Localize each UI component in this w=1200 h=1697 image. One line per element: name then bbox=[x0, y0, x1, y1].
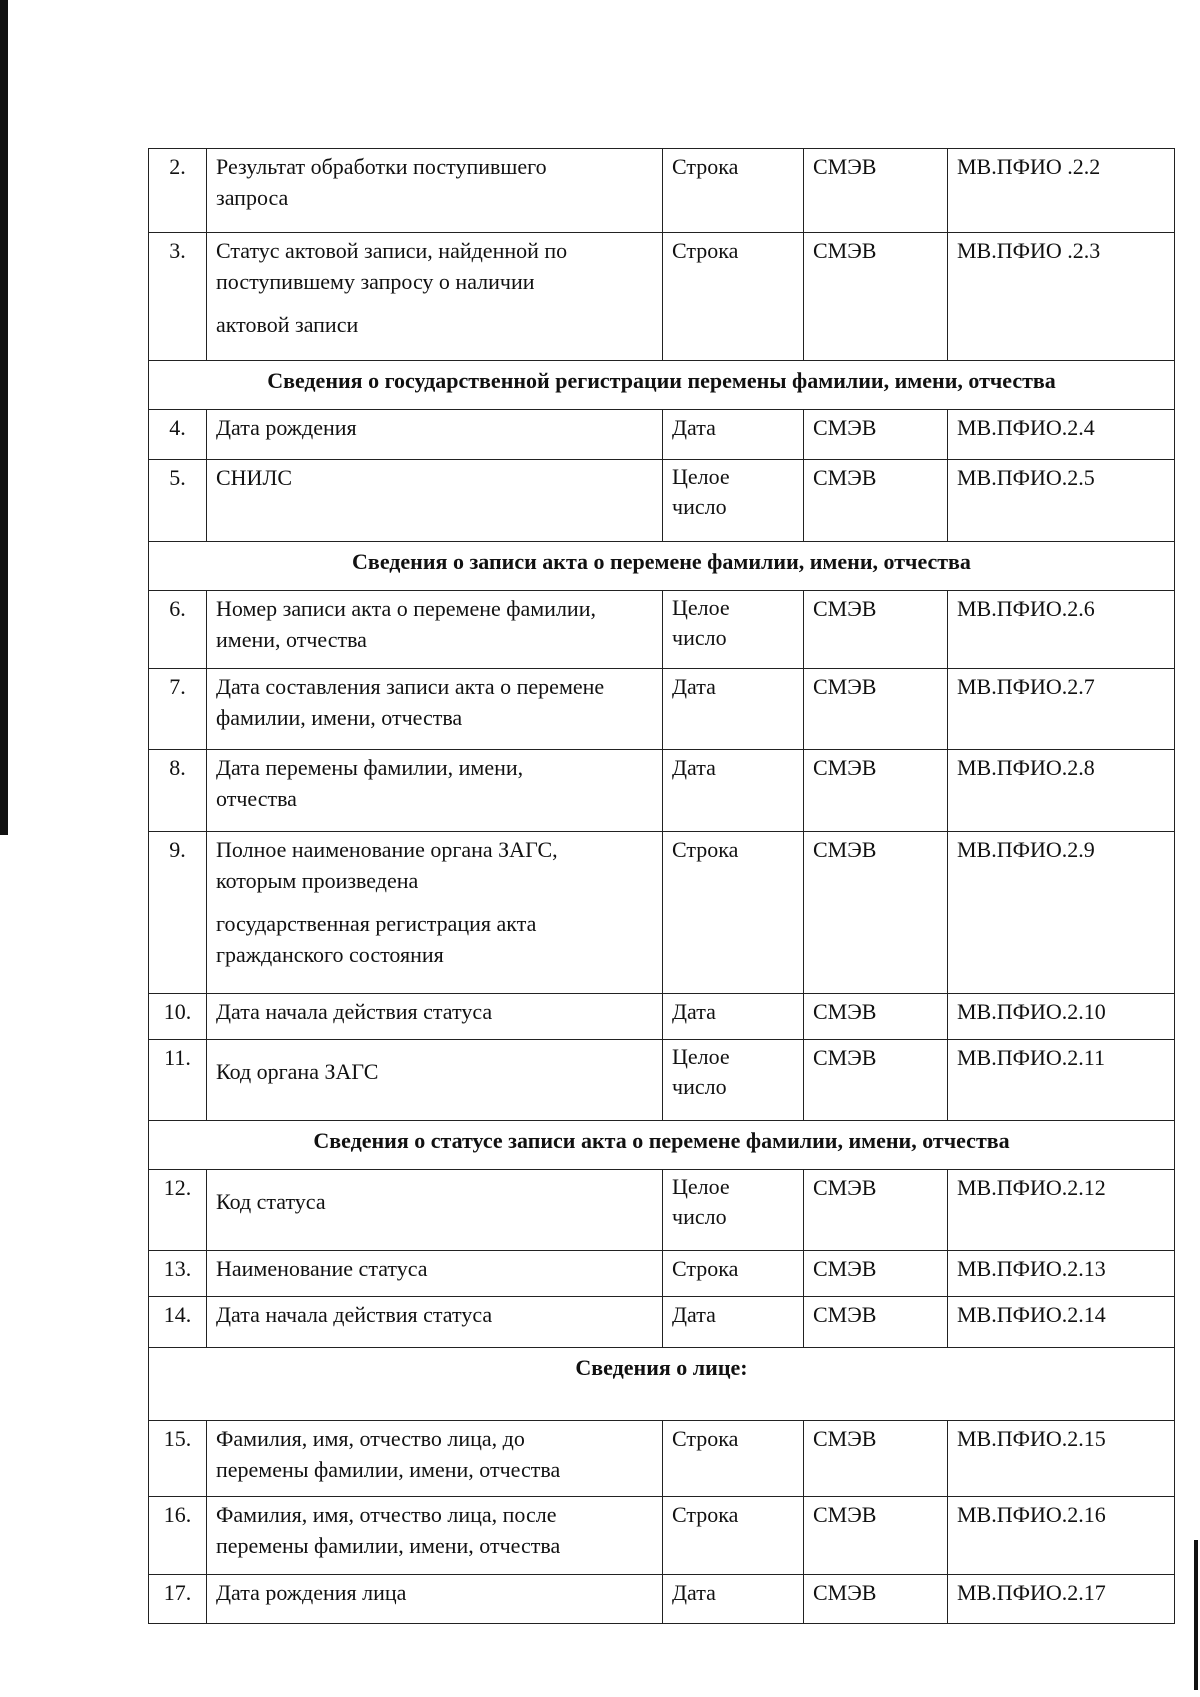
field-name-line: Дата начала действия статуса bbox=[216, 999, 493, 1024]
field-name-cell bbox=[207, 410, 663, 460]
field-type-cell: Целое число bbox=[663, 460, 804, 542]
field-type-cell: Дата bbox=[663, 1575, 804, 1624]
field-source-cell: СМЭВ bbox=[804, 1575, 948, 1624]
field-source-cell: СМЭВ bbox=[804, 669, 948, 750]
field-code-cell: МВ.ПФИО.2.11 bbox=[948, 1040, 1175, 1121]
field-type-cell: Дата bbox=[663, 1297, 804, 1348]
field-name-cell bbox=[207, 1251, 663, 1297]
row-number: 11. bbox=[149, 1040, 207, 1121]
table-row bbox=[149, 1251, 1175, 1297]
field-name-line: Дата рождения лица bbox=[216, 1580, 407, 1605]
field-source-cell: СМЭВ bbox=[804, 591, 948, 669]
field-source-cell: СМЭВ bbox=[804, 1251, 948, 1297]
field-name-cell bbox=[207, 1421, 663, 1497]
field-name-line: Наименование статуса bbox=[216, 1256, 428, 1281]
field-source-cell: СМЭВ bbox=[804, 233, 948, 361]
field-name-cell bbox=[207, 233, 663, 361]
field-source-cell: СМЭВ bbox=[804, 1297, 948, 1348]
field-code-cell: МВ.ПФИО.2.13 bbox=[948, 1251, 1175, 1297]
field-code-cell: МВ.ПФИО.2.8 bbox=[948, 750, 1175, 832]
field-type-cell: Целое число bbox=[663, 1040, 804, 1121]
field-name-line: Статус актовой записи, найденной по bbox=[216, 238, 568, 263]
row-number: 12. bbox=[149, 1170, 207, 1251]
field-name-cell bbox=[207, 149, 663, 233]
field-name-line: СНИЛС bbox=[216, 465, 293, 490]
field-name-line: Дата начала действия статуса bbox=[216, 1302, 493, 1327]
field-code-cell: МВ.ПФИО .2.3 bbox=[948, 233, 1175, 361]
line-gap bbox=[216, 896, 653, 908]
field-name-cell bbox=[207, 994, 663, 1040]
section-title: Сведения о государственной регистрации перемены фамилии, имени, отчества bbox=[149, 361, 1175, 410]
field-name-cell bbox=[207, 591, 663, 669]
table-row bbox=[149, 460, 1175, 542]
field-name-cell bbox=[207, 1497, 663, 1575]
field-code-cell: МВ.ПФИО.2.4 bbox=[948, 410, 1175, 460]
table-row bbox=[149, 1421, 1175, 1497]
row-number: 2. bbox=[149, 149, 207, 233]
field-source-cell: СМЭВ bbox=[804, 1040, 948, 1121]
field-name-line: Номер записи акта о перемене фамилии, bbox=[216, 596, 596, 621]
field-source-cell: СМЭВ bbox=[804, 1421, 948, 1497]
field-name-cell bbox=[207, 1040, 663, 1121]
field-name-line: актовой записи bbox=[216, 312, 359, 337]
field-name-cell bbox=[207, 1297, 663, 1348]
table-row bbox=[149, 233, 1175, 361]
row-number: 15. bbox=[149, 1421, 207, 1497]
row-number: 7. bbox=[149, 669, 207, 750]
field-name-line: Дата перемены фамилии, имени, bbox=[216, 755, 524, 780]
field-name-cell bbox=[207, 1170, 663, 1251]
field-type-cell: Дата bbox=[663, 750, 804, 832]
field-name-line: фамилии, имени, отчества bbox=[216, 705, 463, 730]
field-name-line: государственная регистрация акта bbox=[216, 911, 537, 936]
field-code-cell: МВ.ПФИО.2.7 bbox=[948, 669, 1175, 750]
field-name-line: Дата рождения bbox=[216, 415, 357, 440]
field-code-cell: МВ.ПФИО.2.17 bbox=[948, 1575, 1175, 1624]
field-type-cell: Целое число bbox=[663, 591, 804, 669]
row-number: 4. bbox=[149, 410, 207, 460]
row-number: 10. bbox=[149, 994, 207, 1040]
field-type-cell: Дата bbox=[663, 410, 804, 460]
table-row bbox=[149, 410, 1175, 460]
table-row bbox=[149, 149, 1175, 233]
table-row bbox=[149, 832, 1175, 994]
field-code-cell: МВ.ПФИО.2.10 bbox=[948, 994, 1175, 1040]
row-number: 13. bbox=[149, 1251, 207, 1297]
field-code-cell: МВ.ПФИО.2.6 bbox=[948, 591, 1175, 669]
row-number: 8. bbox=[149, 750, 207, 832]
field-type-cell: Строка bbox=[663, 1251, 804, 1297]
field-name-line: имени, отчества bbox=[216, 627, 367, 652]
field-code-cell: МВ.ПФИО.2.12 bbox=[948, 1170, 1175, 1251]
field-type-cell: Дата bbox=[663, 994, 804, 1040]
field-name-cell bbox=[207, 750, 663, 832]
table-row bbox=[149, 669, 1175, 750]
field-name-line: перемены фамилии, имени, отчества bbox=[216, 1533, 561, 1558]
table-row bbox=[149, 1040, 1175, 1121]
field-name-line: Фамилия, имя, отчество лица, после bbox=[216, 1502, 557, 1527]
field-name-line: гражданского состояния bbox=[216, 942, 444, 967]
table-row bbox=[149, 994, 1175, 1040]
field-name-line: которым произведена bbox=[216, 868, 419, 893]
row-number: 14. bbox=[149, 1297, 207, 1348]
row-number: 5. bbox=[149, 460, 207, 542]
field-type-cell: Строка bbox=[663, 149, 804, 233]
field-type-cell: Строка bbox=[663, 1497, 804, 1575]
field-code-cell: МВ.ПФИО.2.15 bbox=[948, 1421, 1175, 1497]
table-row bbox=[149, 1297, 1175, 1348]
table-row bbox=[149, 1575, 1175, 1624]
field-source-cell: СМЭВ bbox=[804, 994, 948, 1040]
row-number: 9. bbox=[149, 832, 207, 994]
field-source-cell: СМЭВ bbox=[804, 1170, 948, 1251]
field-code-cell: МВ.ПФИО.2.5 bbox=[948, 460, 1175, 542]
field-source-cell: СМЭВ bbox=[804, 1497, 948, 1575]
field-name-cell bbox=[207, 460, 663, 542]
section-title: Сведения о записи акта о перемене фамилии, имени, отчества bbox=[149, 542, 1175, 591]
field-name-line: Дата составления записи акта о перемене bbox=[216, 674, 605, 699]
field-type-cell: Строка bbox=[663, 233, 804, 361]
section-title: Сведения о лице: bbox=[149, 1348, 1175, 1421]
field-source-cell: СМЭВ bbox=[804, 832, 948, 994]
row-number: 16. bbox=[149, 1497, 207, 1575]
field-name-line: Код статуса bbox=[216, 1189, 326, 1214]
table-row bbox=[149, 1497, 1175, 1575]
section-title: Сведения о статусе записи акта о перемене фамилии, имени, отчества bbox=[149, 1121, 1175, 1170]
field-code-cell: МВ.ПФИО.2.14 bbox=[948, 1297, 1175, 1348]
scan-edge-right bbox=[1194, 1540, 1198, 1690]
field-code-cell: МВ.ПФИО.2.9 bbox=[948, 832, 1175, 994]
field-type-cell: Целое число bbox=[663, 1170, 804, 1251]
field-type-cell: Строка bbox=[663, 1421, 804, 1497]
field-name-line: перемены фамилии, имени, отчества bbox=[216, 1457, 561, 1482]
row-number: 6. bbox=[149, 591, 207, 669]
field-source-cell: СМЭВ bbox=[804, 410, 948, 460]
field-source-cell: СМЭВ bbox=[804, 750, 948, 832]
table-row bbox=[149, 1170, 1175, 1251]
section-header-row bbox=[149, 1348, 1175, 1421]
data-fields-table bbox=[148, 148, 1175, 1624]
section-header-row bbox=[149, 542, 1175, 591]
scan-edge-left bbox=[0, 0, 8, 835]
field-name-line: Результат обработки поступившего bbox=[216, 154, 547, 179]
field-name-cell bbox=[207, 832, 663, 994]
field-name-cell bbox=[207, 669, 663, 750]
field-name-line: поступившему запросу о наличии bbox=[216, 269, 535, 294]
field-code-cell: МВ.ПФИО .2.2 bbox=[948, 149, 1175, 233]
section-header-row bbox=[149, 1121, 1175, 1170]
field-name-line: Фамилия, имя, отчество лица, до bbox=[216, 1426, 525, 1451]
field-source-cell: СМЭВ bbox=[804, 460, 948, 542]
field-name-cell bbox=[207, 1575, 663, 1624]
table-row bbox=[149, 591, 1175, 669]
field-type-cell: Дата bbox=[663, 669, 804, 750]
field-name-line: отчества bbox=[216, 786, 297, 811]
field-code-cell: МВ.ПФИО.2.16 bbox=[948, 1497, 1175, 1575]
field-name-line: запроса bbox=[216, 185, 289, 210]
section-header-row bbox=[149, 361, 1175, 410]
row-number: 17. bbox=[149, 1575, 207, 1624]
table-row bbox=[149, 750, 1175, 832]
line-gap bbox=[216, 297, 653, 309]
field-source-cell: СМЭВ bbox=[804, 149, 948, 233]
row-number: 3. bbox=[149, 233, 207, 361]
field-type-cell: Строка bbox=[663, 832, 804, 994]
field-name-line: Код органа ЗАГС bbox=[216, 1059, 379, 1084]
field-name-line: Полное наименование органа ЗАГС, bbox=[216, 837, 558, 862]
